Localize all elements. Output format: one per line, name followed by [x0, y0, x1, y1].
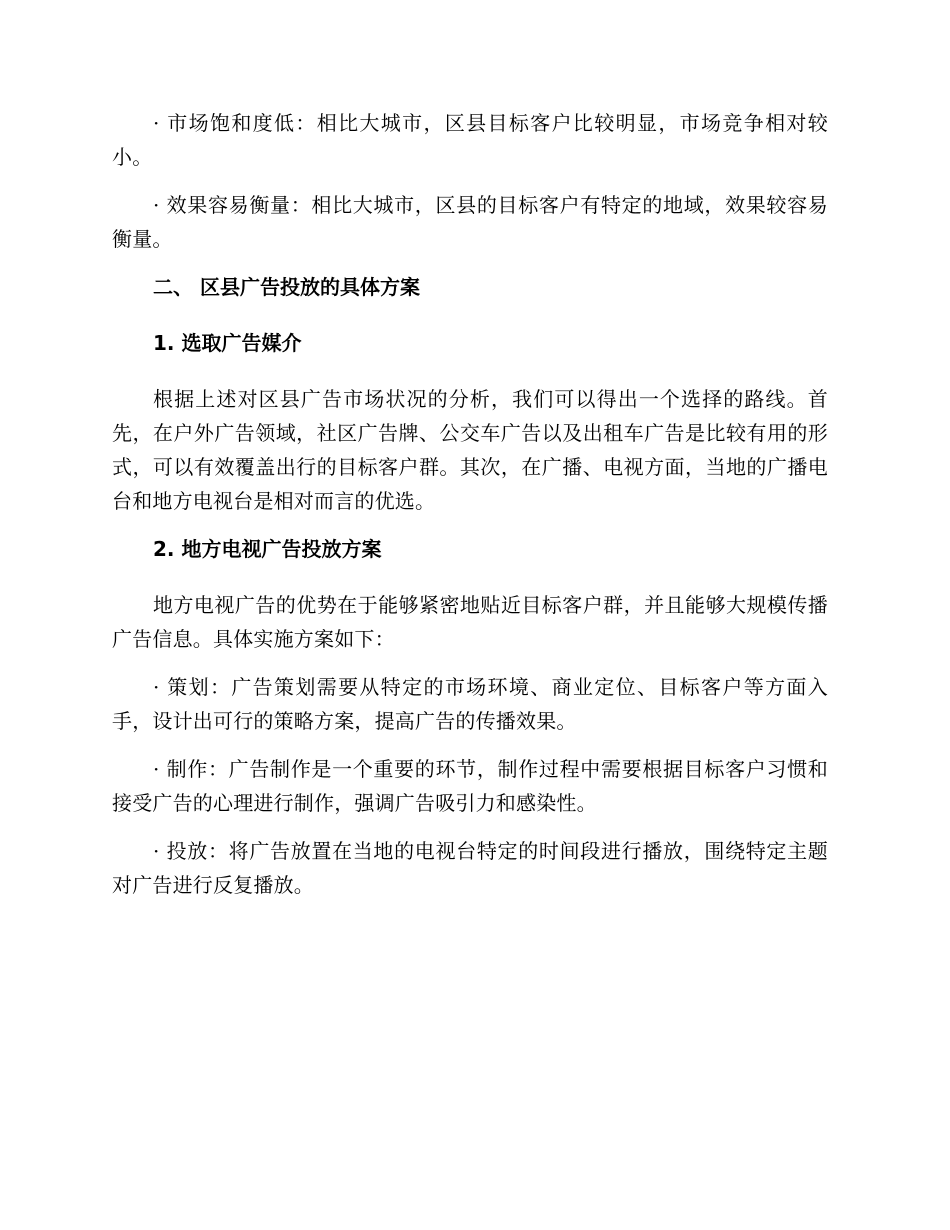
bullet-effect-measurement: · 效果容易衡量：相比大城市，区县的目标客户有特定的地域，效果较容易衡量。 — [112, 193, 828, 251]
bullet-production: · 制作：广告制作是一个重要的环节，制作过程中需要根据目标客户习惯和接受广告的心理进行制作，强调广告吸引力和感染性。 — [112, 757, 828, 815]
document-page — [112, 106, 828, 916]
bullet-market-saturation: · 市场饱和度低：相比大城市，区县目标客户比较明显，市场竞争相对较小。 — [112, 111, 828, 169]
bullet-planning: · 策划：广告策划需要从特定的市场环境、商业定位、目标客户等方面入手，设计出可行的策略方案，提高广告的传播效果。 — [112, 675, 828, 733]
subheading-select-media: 1. 选取广告媒介 — [153, 331, 302, 355]
subheading-local-tv-plan: 2. 地方电视广告投放方案 — [153, 537, 382, 561]
section-heading-2: 二、 区县广告投放的具体方案 — [153, 275, 420, 299]
paragraph-local-tv-advantage: 地方电视广告的优势在于能够紧密地贴近目标客户群，并且能够大规模传播广告信息。具体实施方案如下： — [112, 593, 828, 651]
bullet-placement: · 投放：将广告放置在当地的电视台特定的时间段进行播放，围绕特定主题对广告进行反复播放。 — [112, 839, 828, 897]
paragraph-media-analysis: 根据上述对区县广告市场状况的分析，我们可以得出一个选择的路线。首先，在户外广告领域，社区广告牌、公交车广告以及出租车广告是比较有用的形式，可以有效覆盖出行的目标客户群。其次，在广播、电视方面，当地的广播电台和地方电视台是相对而言的优选。 — [112, 387, 828, 513]
